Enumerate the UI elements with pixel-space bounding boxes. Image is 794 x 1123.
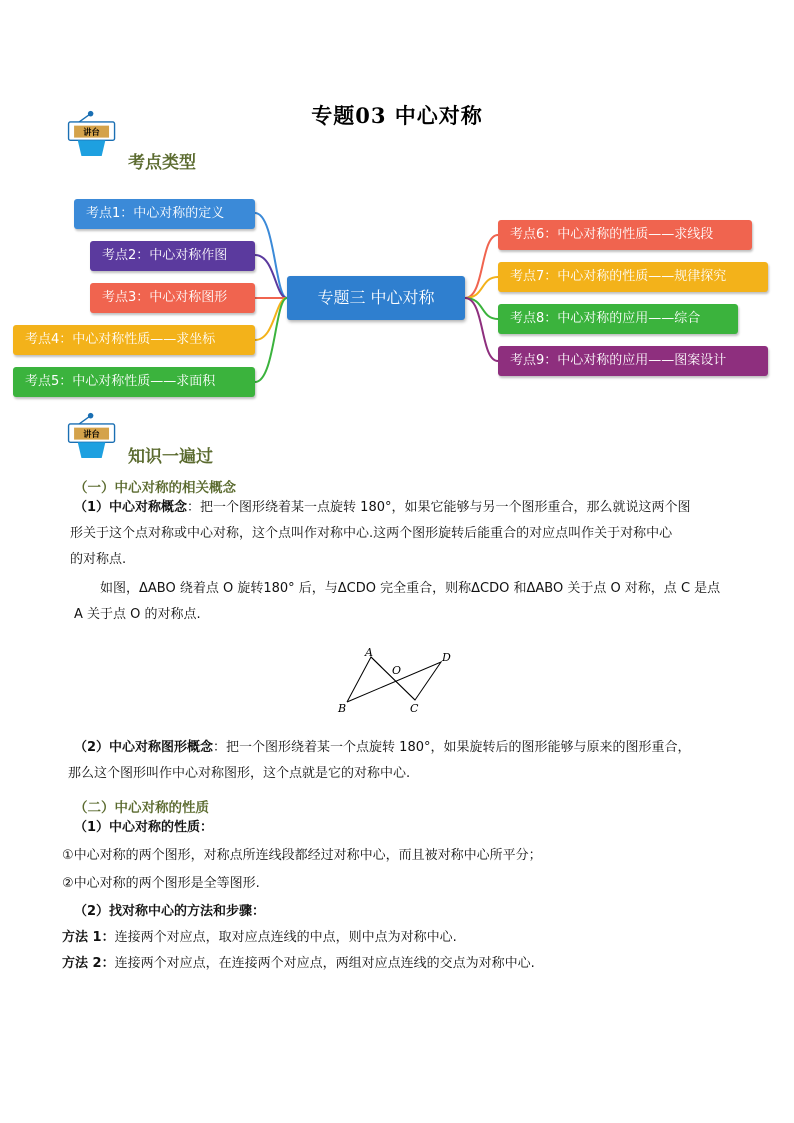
mindmap-item-topic1 <box>74 199 255 229</box>
figure-label-d: D <box>442 651 451 664</box>
figure-label-c: C <box>410 702 419 715</box>
mindmap-item-label: 考点4：中心对称性质——求坐标 <box>25 332 216 347</box>
part2-heading: （二）中心对称的性质 <box>74 800 209 816</box>
mindmap-item-topic7 <box>498 262 768 292</box>
page-title: 专题03 中心对称 <box>311 103 483 128</box>
properties-label: （1）中心对称的性质： <box>74 820 214 835</box>
example-text: 如图，ΔABO 绕着点 O 旋转180° 后，与ΔCDO 完全重合，则称ΔCDO 和ΔABO 关于点 O 对称，点 C 是点 <box>100 581 721 596</box>
example-text: A 关于点 O 的对称点. <box>74 607 201 622</box>
section-heading-knowledge: 知识一遍过 <box>128 447 213 467</box>
mindmap-item-topic3 <box>90 283 255 313</box>
concept1-text: 形关于这个点对称或中心对称，这个点叫作对称中心.这两个图形旋转后能重合的对应点叫作关于对称中心 <box>70 526 673 541</box>
method-1-label: 方法 1： <box>62 930 115 945</box>
method-2-text: 连接两个对应点，在连接两个对应点，两组对应点连线的交点为对称中心. <box>114 956 535 971</box>
mindmap-item-topic4 <box>13 325 255 355</box>
figure-label-b: B <box>338 702 347 715</box>
mindmap-item-label: 考点6：中心对称的性质——求线段 <box>510 227 714 242</box>
concept2-text: ：把一个图形绕着某一个点旋转 180°，如果旋转后的图形能够与原来的图形重合， <box>213 740 691 755</box>
method-2 <box>62 951 754 977</box>
property-2: ②中心对称的两个图形是全等图形. <box>62 876 260 891</box>
mindmap-item-label: 考点9：中心对称的应用——图案设计 <box>510 353 727 368</box>
mindmap-item-label: 考点3：中心对称图形 <box>102 290 228 305</box>
podium-icon <box>62 110 134 156</box>
properties-block <box>62 815 754 977</box>
figure-label-a: A <box>365 646 373 659</box>
concept1-paragraph <box>70 495 734 573</box>
concept2-label: （2）中心对称图形概念 <box>74 740 214 755</box>
figure-label-o: O <box>392 664 402 677</box>
concept2-text: 那么这个图形叫作中心对称图形，这个点就是它的对称中心. <box>68 766 411 781</box>
method-1-text: 连接两个对应点，取对应点连线的中点，则中点为对称中心. <box>114 930 457 945</box>
concept2-paragraph <box>68 735 744 787</box>
mindmap-item-topic6 <box>498 220 752 250</box>
mindmap-item-topic5 <box>13 367 255 397</box>
mindmap-item-label: 考点5：中心对称性质——求面积 <box>25 374 216 389</box>
mindmap-item-topic2 <box>90 241 255 271</box>
section-heading-types: 考点类型 <box>128 153 196 173</box>
part1-heading: （一）中心对称的相关概念 <box>74 480 236 496</box>
podium-icon <box>62 412 134 458</box>
concept1-text: 的对称点. <box>70 552 127 567</box>
svg-text:讲台: 讲台 <box>83 428 100 439</box>
mindmap-item-label: 考点2：中心对称作图 <box>102 248 228 263</box>
mindmap-item-label: 考点1：中心对称的定义 <box>86 206 225 221</box>
mindmap-item-topic9 <box>498 346 768 376</box>
mindmap-item-label: 考点8：中心对称的应用——综合 <box>510 311 701 326</box>
mindmap-item-topic8 <box>498 304 738 334</box>
triangle-figure <box>330 640 460 720</box>
property-1: ①中心对称的两个图形，对称点所连线段都经过对称中心，而且被对称中心所平分； <box>62 848 542 863</box>
method-1 <box>62 925 754 951</box>
example-paragraph <box>74 576 734 628</box>
method-2-label: 方法 2： <box>62 956 115 971</box>
concept1-text: ：把一个图形绕着某一点旋转 180°，如果它能够与另一个图形重合，那么就说这两个图 <box>187 500 691 515</box>
concept1-label: （1）中心对称概念 <box>74 500 188 515</box>
method-label: （2）找对称中心的方法和步骤： <box>74 904 266 919</box>
svg-text:讲台: 讲台 <box>83 126 100 137</box>
mindmap-item-label: 考点7：中心对称的性质——规律探究 <box>510 269 727 284</box>
mindmap-center: 专题三 中心对称 <box>287 276 465 320</box>
